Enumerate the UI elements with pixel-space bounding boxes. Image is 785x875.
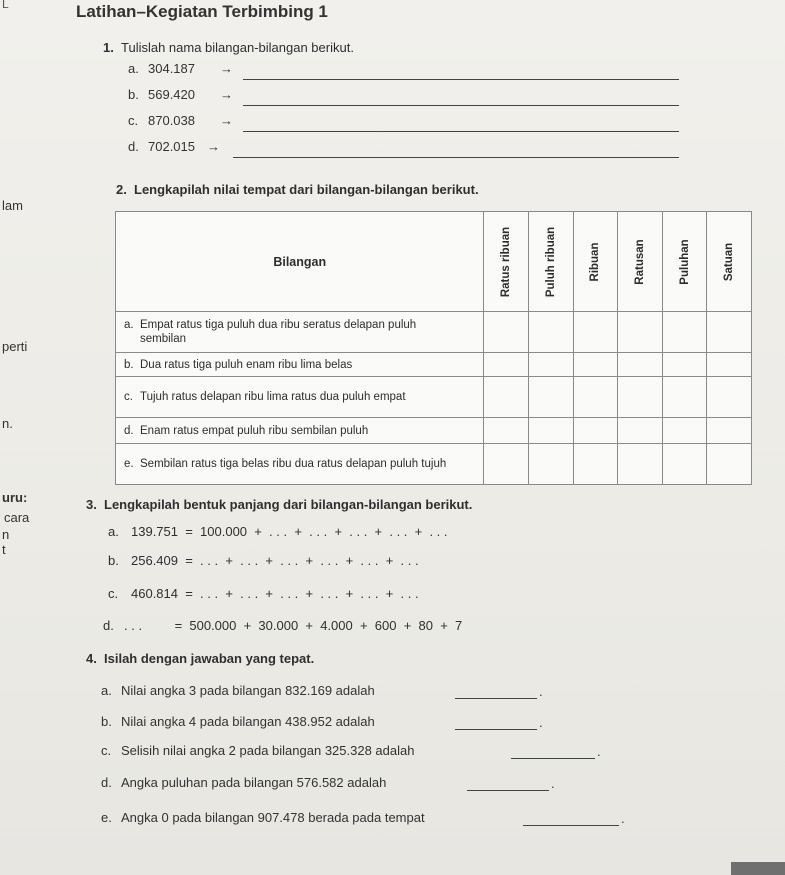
table-row (116, 353, 752, 377)
table-cell[interactable] (662, 418, 707, 444)
q1-item-value: 702.015 (148, 139, 195, 154)
header-ratusan: Ratusan (618, 212, 663, 312)
table-cell[interactable] (707, 418, 752, 444)
q4-number: 4. (86, 651, 97, 666)
row-label: b. Dua ratus tiga puluh enam ribu lima belas (116, 353, 484, 377)
q4-item-text: Nilai angka 3 pada bilangan 832.169 adalah (121, 683, 375, 698)
table-cell[interactable] (529, 444, 574, 485)
margin-text: perti (2, 339, 28, 354)
margin-text: uru: (2, 490, 28, 505)
table-cell[interactable] (618, 444, 663, 485)
q3-equation[interactable]: 460.814 = . . . + . . . + . . . + . . . + . . . + . . . (131, 586, 419, 601)
q1-item-value: 569.420 (148, 87, 195, 102)
table-cell[interactable] (484, 312, 529, 353)
q4-item-letter: d. (101, 775, 112, 790)
corner-mark: L (2, 0, 9, 11)
end-mark: . (551, 776, 555, 791)
header-satuan: Satuan (707, 212, 752, 312)
q3-number: 3. (86, 497, 97, 512)
table-cell[interactable] (707, 353, 752, 377)
q3-item-letter: b. (108, 553, 119, 568)
q3-item-letter: a. (108, 524, 119, 539)
table-cell[interactable] (573, 418, 618, 444)
table-cell[interactable] (707, 312, 752, 353)
header-bilangan: Bilangan (116, 212, 484, 312)
q1-item-value: 304.187 (148, 61, 195, 76)
margin-text: t (2, 542, 6, 557)
place-value-table (115, 211, 752, 485)
table-row (116, 312, 752, 353)
answer-line[interactable] (243, 131, 679, 132)
answer-line[interactable] (243, 79, 679, 80)
margin-text: n (2, 527, 10, 542)
table-header-row (116, 212, 752, 312)
end-mark: . (621, 811, 625, 826)
table-cell[interactable] (484, 418, 529, 444)
arrow-icon: → (220, 61, 233, 76)
q3-equation[interactable]: 256.409 = . . . + . . . + . . . + . . . + . . . + . . . (131, 553, 419, 568)
q3-item-letter: d. (103, 618, 114, 633)
page-edge-shadow (731, 862, 785, 875)
q4-prompt: Isilah dengan jawaban yang tepat. (104, 651, 315, 666)
table-cell[interactable] (618, 353, 663, 377)
table-cell[interactable] (573, 377, 618, 418)
q4-item-letter: c. (101, 743, 112, 758)
q1-number: 1. (103, 40, 114, 55)
row-label: d. Enam ratus empat puluh ribu sembilan puluh (116, 418, 484, 444)
header-puluh-ribuan: Puluh ribuan (529, 212, 574, 312)
q1-item-letter: b. (128, 87, 139, 102)
table-cell[interactable] (662, 444, 707, 485)
table-cell[interactable] (484, 353, 529, 377)
margin-text: n. (2, 416, 13, 431)
answer-line[interactable] (233, 157, 679, 158)
q1-prompt: Tulislah nama bilangan-bilangan berikut. (121, 40, 354, 55)
table-cell[interactable] (707, 377, 752, 418)
q1-item-letter: c. (128, 113, 139, 128)
q1-item-letter: d. (128, 139, 139, 154)
table-row (116, 444, 752, 485)
q2-number: 2. (116, 182, 127, 197)
header-ratus-ribuan: Ratus ribuan (484, 212, 529, 312)
table-row (116, 418, 752, 444)
answer-line[interactable] (455, 698, 537, 699)
q4-item-text: Selisih nilai angka 2 pada bilangan 325.328 adalah (121, 743, 415, 758)
q4-item-letter: a. (101, 683, 112, 698)
row-label: a. Empat ratus tiga puluh dua ribu seratus delapan puluh sembilan (116, 312, 484, 353)
row-label: c. Tujuh ratus delapan ribu lima ratus dua puluh empat (116, 377, 484, 418)
q4-item-text: Angka 0 pada bilangan 907.478 berada pada tempat (121, 810, 425, 825)
table-cell[interactable] (662, 353, 707, 377)
table-cell[interactable] (618, 377, 663, 418)
end-mark: . (597, 744, 601, 759)
q4-item-text: Angka puluhan pada bilangan 576.582 adalah (121, 775, 387, 790)
header-ribuan: Ribuan (573, 212, 618, 312)
table-cell[interactable] (529, 418, 574, 444)
header-puluhan: Puluhan (662, 212, 707, 312)
table-cell[interactable] (529, 377, 574, 418)
q1-item-value: 870.038 (148, 113, 195, 128)
table-cell[interactable] (618, 418, 663, 444)
q3-prompt: Lengkapilah bentuk panjang dari bilangan-bilangan berikut. (104, 497, 473, 512)
table-cell[interactable] (573, 312, 618, 353)
answer-line[interactable] (455, 729, 537, 730)
page-title: Latihan–Kegiatan Terbimbing 1 (76, 2, 328, 21)
answer-line[interactable] (243, 105, 679, 106)
q3-equation[interactable]: 139.751 = 100.000 + . . . + . . . + . . . + . . . + . . . (131, 524, 448, 539)
table-cell[interactable] (618, 312, 663, 353)
q2-prompt: Lengkapilah nilai tempat dari bilangan-bilangan berikut. (134, 182, 479, 197)
table-cell[interactable] (573, 353, 618, 377)
q4-item-letter: b. (101, 714, 112, 729)
table-cell[interactable] (484, 377, 529, 418)
table-cell[interactable] (529, 353, 574, 377)
q4-item-letter: e. (101, 810, 112, 825)
answer-line[interactable] (523, 825, 619, 826)
row-label: e. Sembilan ratus tiga belas ribu dua ratus delapan puluh tujuh (116, 444, 484, 485)
table-cell[interactable] (662, 377, 707, 418)
table-cell[interactable] (529, 312, 574, 353)
end-mark: . (539, 715, 543, 730)
margin-text: cara (4, 510, 30, 525)
answer-line[interactable] (511, 758, 595, 759)
arrow-icon: → (207, 139, 220, 154)
q3-item-letter: c. (108, 586, 119, 601)
table-cell[interactable] (484, 444, 529, 485)
q1-item-letter: a. (128, 61, 139, 76)
q4-item-text: Nilai angka 4 pada bilangan 438.952 adalah (121, 714, 375, 729)
arrow-icon: → (220, 113, 233, 128)
margin-text: lam (2, 198, 23, 213)
q3-equation[interactable]: . . . = 500.000 + 30.000 + 4.000 + 600 + 80 + 7 (124, 618, 463, 633)
table-row (116, 377, 752, 418)
table-cell[interactable] (662, 312, 707, 353)
table-cell[interactable] (573, 444, 618, 485)
answer-line[interactable] (467, 790, 549, 791)
arrow-icon: → (220, 87, 233, 102)
table-cell[interactable] (707, 444, 752, 485)
end-mark: . (539, 684, 543, 699)
